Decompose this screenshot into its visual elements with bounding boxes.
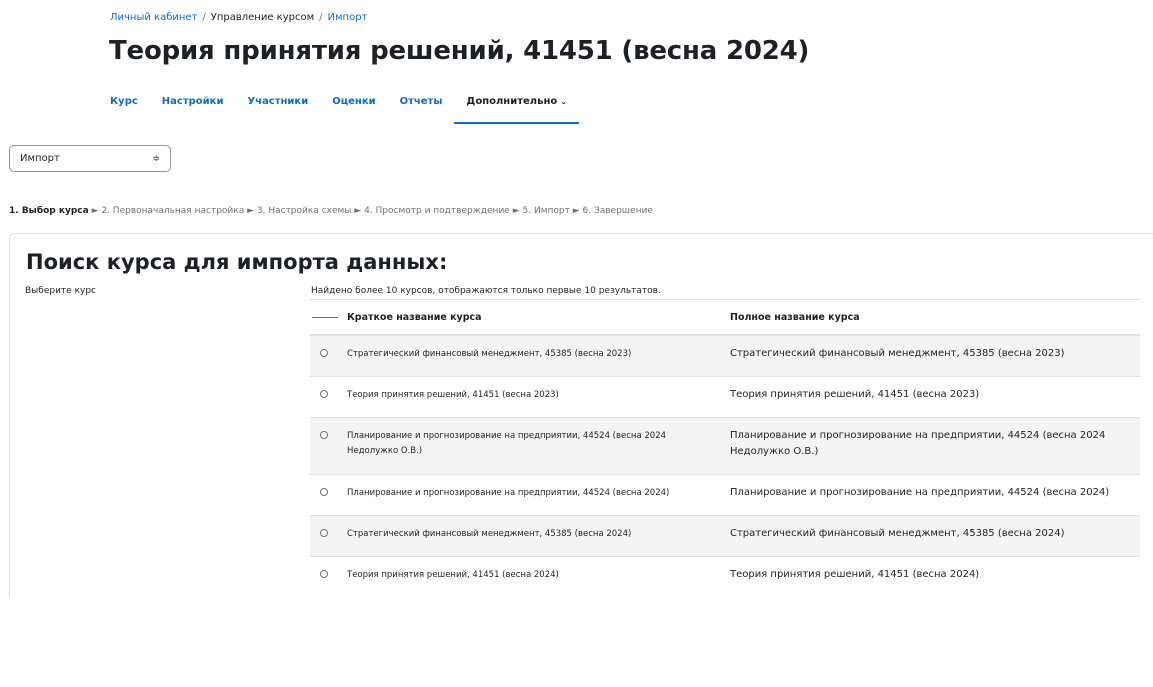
search-title: Поиск курса для импорта данных: (26, 250, 448, 274)
tab-grades[interactable]: Оценки (332, 96, 376, 107)
progress-step: 2. Первоначальная настройка (101, 206, 245, 216)
breadcrumb (110, 12, 367, 23)
tab-settings[interactable]: Настройки (161, 96, 224, 107)
results-table (310, 299, 1140, 598)
page-bottom-blank (0, 597, 1153, 687)
course-short-name: Стратегический финансовый менеджмент, 45385 (весна 2023) (347, 349, 632, 359)
table-row[interactable] (310, 418, 1140, 475)
header-short-name: Краткое название курса (347, 311, 482, 323)
table-row[interactable] (310, 336, 1140, 377)
course-full-name: Планирование и прогнозирование на предприятии, 44524 (весна 2024 Недолужко О.В.) (730, 430, 1106, 457)
table-row[interactable] (310, 377, 1140, 418)
course-short-name: Стратегический финансовый менеджмент, 45385 (весна 2024) (347, 529, 632, 539)
course-full-name: Теория принятия решений, 41451 (весна 2024) (730, 569, 980, 580)
action-select-value: Импорт (20, 153, 60, 164)
course-short-name: Планирование и прогнозирование на предприятии, 44524 (весна 2024) (347, 488, 670, 498)
breadcrumb-course-admin: Управление курсом (210, 12, 315, 23)
breadcrumb-separator: / (319, 12, 323, 23)
breadcrumb-dashboard-link[interactable]: Личный кабинет (110, 12, 198, 23)
breadcrumb-separator: / (202, 12, 206, 23)
progress-arrow-icon: ► (247, 206, 255, 216)
progress-arrow-icon: ► (572, 206, 580, 216)
course-short-name: Планирование и прогнозирование на предприятии, 44524 (весна 2024 Недолужко О.В.) (347, 431, 667, 456)
course-full-name: Теория принятия решений, 41451 (весна 2023) (730, 389, 980, 400)
course-radio[interactable] (320, 349, 328, 357)
select-arrows-icon: ≑ (152, 153, 160, 164)
course-full-name: Стратегический финансовый менеджмент, 45385 (весна 2023) (730, 348, 1065, 359)
course-full-name: Планирование и прогнозирование на предприятии, 44524 (весна 2024) (730, 487, 1110, 498)
course-short-name: Теория принятия решений, 41451 (весна 2023) (347, 390, 559, 400)
tab-course[interactable]: Курс (110, 96, 138, 107)
course-nav (110, 88, 603, 126)
page-title: Теория принятия решений, 41451 (весна 2024) (109, 36, 810, 66)
import-progress (9, 206, 653, 216)
progress-arrow-icon: ► (354, 206, 362, 216)
table-row[interactable] (310, 557, 1140, 598)
course-full-name: Стратегический финансовый менеджмент, 45385 (весна 2024) (730, 528, 1065, 539)
chevron-down-icon: ⌄ (560, 97, 567, 106)
choose-course-label: Выберите курс (25, 286, 96, 296)
progress-step: 4. Просмотр и подтверждение (364, 206, 510, 216)
tab-reports[interactable]: Отчеты (399, 96, 443, 107)
table-header (310, 300, 1140, 336)
radio-column-header (312, 317, 338, 318)
course-radio[interactable] (320, 570, 328, 578)
course-radio[interactable] (320, 488, 328, 496)
breadcrumb-import-link[interactable]: Импорт (327, 12, 368, 23)
tab-more-label: Дополнительно (466, 96, 558, 107)
progress-step: 3. Настройка схемы (256, 206, 352, 216)
progress-step: 5. Импорт (522, 206, 570, 216)
course-radio[interactable] (320, 529, 328, 537)
course-radio[interactable] (320, 431, 328, 439)
progress-arrow-icon: ► (512, 206, 520, 216)
table-row[interactable] (310, 516, 1140, 557)
progress-step: 6. Завершение (582, 206, 653, 216)
course-search-panel (9, 233, 1153, 613)
progress-arrow-icon: ► (91, 206, 99, 216)
tab-participants[interactable]: Участники (247, 96, 309, 107)
results-note: Найдено более 10 курсов, отображаются только первые 10 результатов. (311, 286, 661, 296)
progress-step-current: 1. Выбор курса (9, 206, 89, 216)
tab-more[interactable] (454, 88, 579, 124)
course-short-name: Теория принятия решений, 41451 (весна 2024) (347, 570, 559, 580)
action-select[interactable] (9, 145, 171, 172)
header-full-name: Полное название курса (730, 311, 860, 323)
course-radio[interactable] (320, 390, 328, 398)
table-row[interactable] (310, 475, 1140, 516)
